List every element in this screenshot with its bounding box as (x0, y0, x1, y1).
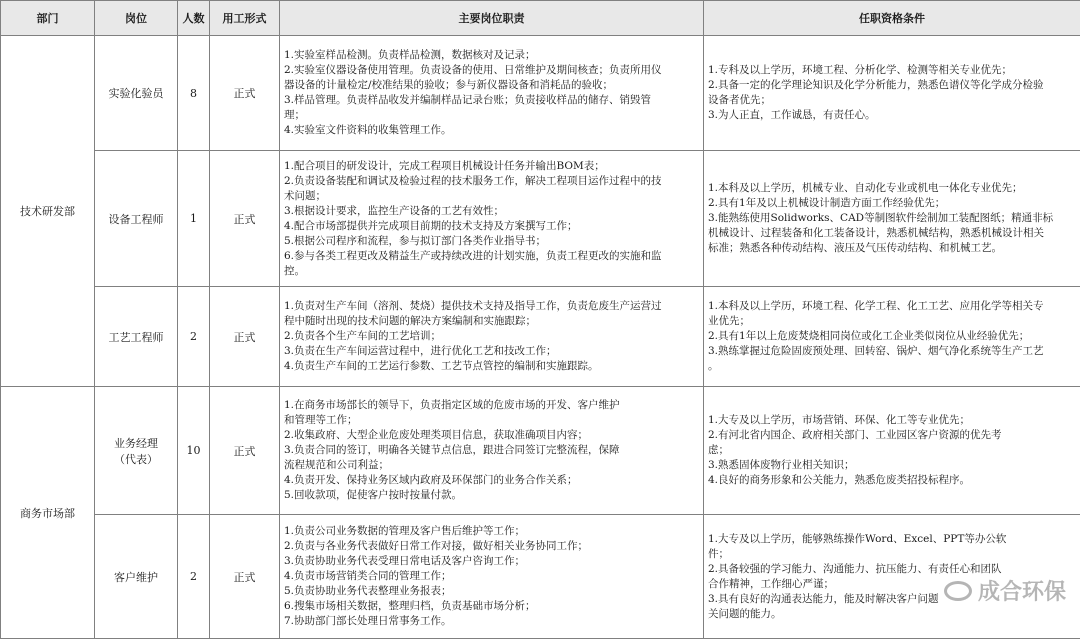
requirement-line: 业优先； (708, 315, 750, 327)
header-dept: 部门 (1, 1, 95, 36)
requirement-line: 关问题的能力。 (708, 607, 782, 620)
requirements-cell (704, 387, 1080, 515)
position-cell: 设备工程师 (95, 151, 178, 287)
employment-cell: 正式 (210, 287, 280, 387)
requirement-line: 1.大专及以上学历，能够熟练操作Word、Excel、PPT等办公软 (708, 532, 1007, 545)
duty-line: 2.收集政府、大型企业危废处理类项目信息，获取准确项目内容； (284, 429, 589, 441)
position-line: 业务经理 (114, 436, 158, 450)
duties-cell (280, 387, 704, 515)
header-employment: 用工形式 (210, 1, 280, 36)
requirements-cell (704, 515, 1080, 639)
duty-line: 1.负责公司业务数据的管理及客户售后维护等工作； (284, 525, 526, 537)
requirement-line: 1.本科及以上学历，机械专业、自动化专业或机电一体化专业优先； (708, 182, 1023, 194)
duty-line: 2.实验室仪器设备使用管理。负责设备的使用、日常维护及期间核查；负责所用仪 (284, 64, 662, 76)
duty-line: 3.根据设计要求，监控生产设备的工艺有效性； (284, 204, 505, 217)
duty-line: 术问题； (284, 189, 326, 202)
requirement-line: 合作精神，工作细心严谨； (708, 577, 834, 590)
position-cell: 工艺工程师 (95, 287, 178, 387)
requirement-line: 3.熟练掌握过危险固废预处理、回转窑、锅炉、烟气净化系统等生产工艺 (708, 345, 1044, 357)
duty-line: 4.配合市场部提供并完成项目前期的技术支持及方案撰写工作； (284, 219, 578, 232)
header-requirements: 任职资格条件 (704, 1, 1080, 36)
duty-line: 1.在商务市场部长的领导下，负责指定区域的危废市场的开发、客户维护 (284, 399, 620, 411)
duty-line: 4.负责生产车间的工艺运行参数、工艺节点管控的编制和实施跟踪。 (284, 360, 599, 372)
duty-line: 3.负责合同的签订，明确各关键节点信息，跟进合同签订完整流程，保障 (284, 444, 620, 456)
dept-cell-market: 商务市场部 (1, 387, 95, 639)
duty-line: 2.负责设备装配和调试及检验过程的技术服务工作，解决工程项目运作过程中的技 (284, 174, 662, 187)
dept-cell-rd: 技术研发部 (1, 36, 95, 387)
header-row (1, 1, 1080, 36)
employment-cell: 正式 (210, 387, 280, 515)
position-cell: 客户维护 (95, 515, 178, 639)
header-duties: 主要岗位职责 (280, 1, 704, 36)
employment-cell: 正式 (210, 151, 280, 287)
requirement-line: 2.具有1年以上危废焚烧相同岗位或化工企业类似岗位从业经验优先； (708, 330, 1030, 342)
requirement-line: 2.有河北省内国企、政府相关部门、工业园区客户资源的优先考 (708, 429, 1002, 441)
requirement-line: 。 (708, 360, 719, 372)
duty-line: 7.协助部门部长处理日常事务工作。 (284, 615, 452, 627)
requirement-line: 2.具备较强的学习能力、沟通能力、抗压能力、有责任心和团队 (708, 562, 1002, 575)
duty-line: 理； (284, 109, 305, 121)
employment-cell: 正式 (210, 36, 280, 151)
duties-cell (280, 151, 704, 287)
count-cell: 10 (178, 387, 210, 515)
requirement-line: 设备者优先； (708, 94, 771, 106)
duty-line: 2.负责各个生产车间的工艺培训； (284, 330, 442, 342)
count-cell: 8 (178, 36, 210, 151)
requirement-line: 1.本科及以上学历，环境工程、化学工程、化工工艺、应用化学等相关专 (708, 300, 1044, 312)
count-cell: 1 (178, 151, 210, 287)
requirement-line: 2.具有1年及以上机械设计制造方面工作经验优先； (708, 197, 946, 209)
duty-line: 3.样品管理。负责样品收发并编制样品记录台账；负责接收样品的储存、销毁管 (284, 94, 652, 106)
requirement-line: 1.大专及以上学历，市场营销、环保、化工等专业优先； (708, 414, 971, 426)
duty-line: 器设备的计量检定/校准结果的验收；参与新仪器设备和消耗品的验收； (284, 79, 614, 91)
duty-line: 流程规范和公司利益； (284, 459, 389, 471)
requirement-line: 虑； (708, 444, 729, 456)
header-position: 岗位 (95, 1, 178, 36)
duty-line: 6.搜集市场相关数据，整理归档，负责基础市场分析； (284, 600, 536, 612)
duty-line: 4.负责开发、保持业务区域内政府及环保部门的业务合作关系； (284, 474, 578, 486)
position-cell (95, 387, 178, 515)
table-row (1, 515, 1080, 639)
requirement-line: 机械设计、过程装备和化工装备设计，熟悉机械结构，熟悉机械设计相关 (708, 227, 1044, 239)
header-count: 人数 (178, 1, 210, 36)
requirements-cell (704, 151, 1080, 287)
requirement-line: 3.具有良好的沟通表达能力，能及时解决客户问题 (708, 592, 939, 605)
watermark-text: 成合环保 (977, 580, 1066, 605)
requirements-cell (704, 36, 1080, 151)
duty-line: 2.负责与各业务代表做好日常工作对接，做好相关业务协同工作； (284, 540, 589, 552)
requirement-line: 4.良好的商务形象和公关能力，熟悉危废类招投标程序。 (708, 474, 971, 486)
count-cell: 2 (178, 287, 210, 387)
duties-cell (280, 515, 704, 639)
duty-line: 1.实验室样品检测。负责样品检测，数据核对及记录； (284, 49, 536, 61)
duty-line: 5.回收款项，促使客户按时按量付款。 (284, 489, 463, 501)
position-cell: 实验化验员 (95, 36, 178, 151)
duty-line: 5.根据公司程序和流程，参与拟订部门各类作业指导书； (284, 234, 547, 247)
duty-line: 5.负责协助业务代表整理业务报表； (284, 585, 452, 597)
table-row (1, 387, 1080, 515)
duty-line: 4.负责市场营销类合同的管理工作； (284, 570, 452, 582)
duties-cell (280, 287, 704, 387)
duty-line: 和管理等工作； (284, 414, 358, 426)
duty-line: 程中随时出现的技术问题的解决方案编制和实施跟踪； (284, 315, 536, 327)
count-cell: 2 (178, 515, 210, 639)
employment-cell: 正式 (210, 515, 280, 639)
requirement-line: 2.具备一定的化学理论知识及化学分析能力，熟悉色谱仪等化学成分检验 (708, 79, 1044, 91)
duty-line: 6.参与各类工程更改及精益生产或持续改进的计划实施，负责工程更改的实施和监 (284, 249, 662, 262)
duties-cell (280, 36, 704, 151)
requirement-line: 标准；熟悉各种传动结构、液压及气压传动结构、和机械工艺。 (708, 242, 1002, 254)
duty-line: 3.负责协助业务代表受理日常电话及客户咨询工作； (284, 555, 526, 567)
duty-line: 1.负责对生产车间（溶剂、焚烧）提供技术支持及指导工作，负责危废生产运营过 (284, 300, 662, 312)
table-row (1, 287, 1080, 387)
position-line: （代表） (114, 452, 158, 466)
table-row (1, 151, 1080, 287)
table-row (1, 36, 1080, 151)
requirement-line: 3.能熟练使用Solidworks、CAD等制图软件绘制加工装配图纸；精通非标 (708, 212, 1054, 224)
duty-line: 1.配合项目的研发设计，完成工程项目机械设计任务并输出BOM表； (284, 159, 605, 172)
requirement-line: 3.为人正直，工作诚恳，有责任心。 (708, 109, 876, 121)
duty-line: 4.实验室文件资料的收集管理工作。 (284, 124, 452, 136)
requirement-line: 3.熟悉固体废物行业相关知识； (708, 459, 855, 471)
duty-line: 控。 (284, 264, 305, 277)
duty-line: 3.负责在生产车间运营过程中，进行优化工艺和技改工作； (284, 345, 557, 357)
requirement-line: 1.专科及以上学历，环境工程、分析化学、检测等相关专业优先； (708, 64, 1013, 76)
requirement-line: 件； (708, 547, 729, 560)
requirements-cell (704, 287, 1080, 387)
